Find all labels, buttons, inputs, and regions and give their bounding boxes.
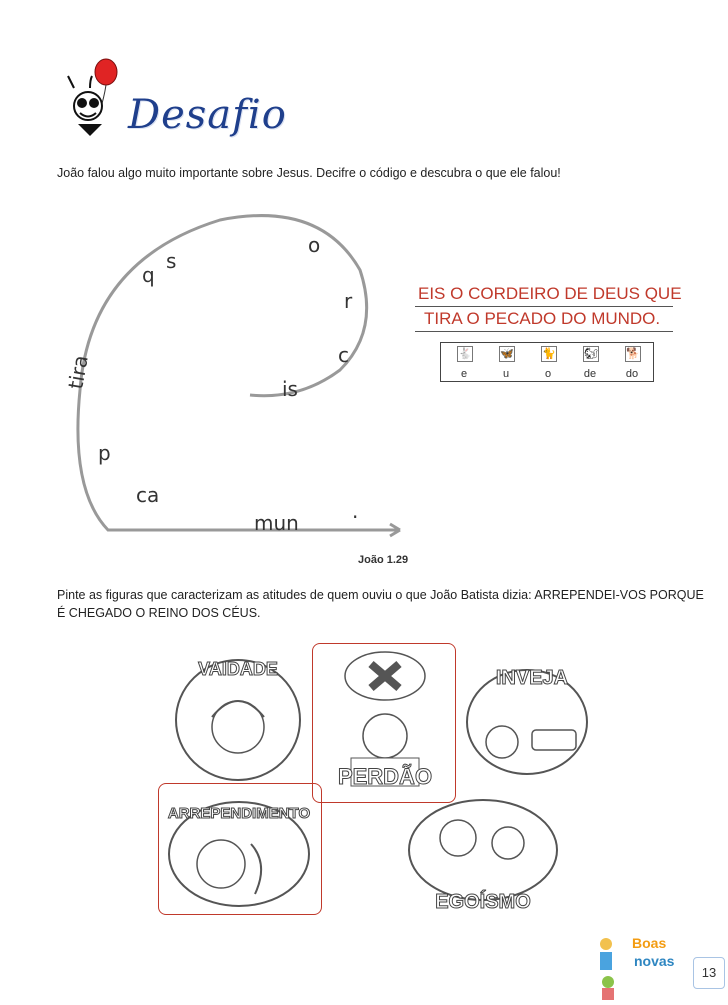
- spiral-letter-dot: .: [352, 499, 359, 523]
- spiral-letter-s: s: [166, 249, 177, 273]
- figure-perdao: [312, 643, 456, 803]
- figure-arrependimento: [158, 783, 322, 915]
- publisher-logo: [594, 930, 690, 1000]
- header-title: Desafio: [128, 92, 287, 138]
- figure-vaidade: [170, 645, 305, 785]
- spiral-letter-r: r: [344, 289, 353, 313]
- legend-letter: de: [583, 368, 597, 380]
- spiral-letter-ca: ca: [136, 483, 160, 507]
- spiral-letter-mun: mun: [254, 511, 299, 535]
- rabbit-icon: 🐇: [458, 348, 472, 360]
- answer-line-1: EIS O CORDEIRO DE DEUS QUE: [418, 284, 682, 303]
- legend-cell: [611, 343, 653, 381]
- legend-letter: e: [460, 368, 468, 380]
- answer-underline-2: [415, 331, 673, 332]
- figure-label: ARREPENDIMENTO: [167, 805, 311, 822]
- spiral-puzzle: [60, 190, 420, 560]
- figure-inveja: [462, 650, 592, 780]
- spiral-letter-o: o: [308, 233, 321, 257]
- cat-icon: 🐈: [542, 348, 556, 360]
- publisher-logo-line2: novas: [634, 953, 675, 969]
- publisher-logo-line1: Boas: [632, 935, 667, 951]
- figure-label: VAIDADE: [198, 659, 278, 679]
- figure-label: PERDÃO: [337, 764, 433, 789]
- instruction-2: Pinte as figuras que caracterizam as atitudes de quem ouviu o que João Batista dizia: ARREPENDEI-VOS PORQUE É CHEGADO O REINO DOS CÉUS.: [57, 588, 704, 620]
- instruction-1: João falou algo muito importante sobre Jesus. Decifre o código e descubra o que ele falou!: [57, 166, 561, 180]
- answer-line-2: TIRA O PECADO DO MUNDO.: [424, 309, 661, 328]
- spiral-letter-tira: tira: [63, 353, 93, 391]
- spiral-letter-p: p: [98, 441, 111, 465]
- spiral-letter-c: c: [338, 343, 349, 367]
- bible-reference: João 1.29: [358, 554, 409, 566]
- code-legend: [440, 342, 654, 382]
- figure-label: INVEJA: [495, 667, 569, 689]
- legend-letter: do: [625, 368, 639, 380]
- dog-icon: 🐕: [626, 348, 640, 360]
- legend-cell: [443, 343, 485, 381]
- butterfly-icon: 🦋: [500, 348, 514, 360]
- legend-cell: [485, 343, 527, 381]
- legend-letter: o: [544, 368, 552, 380]
- page-number: 13: [693, 957, 725, 989]
- spiral-letter-is: is: [282, 377, 298, 401]
- legend-cell: [569, 343, 611, 381]
- figure-egoismo: [398, 788, 568, 918]
- spiral-letter-q: q: [142, 263, 155, 287]
- figure-label: EGOÍSMO: [435, 891, 531, 913]
- legend-letter: u: [502, 368, 510, 380]
- mascot-logo: [60, 58, 130, 138]
- legend-cell: [527, 343, 569, 381]
- squirrel-icon: 🐿: [584, 348, 598, 360]
